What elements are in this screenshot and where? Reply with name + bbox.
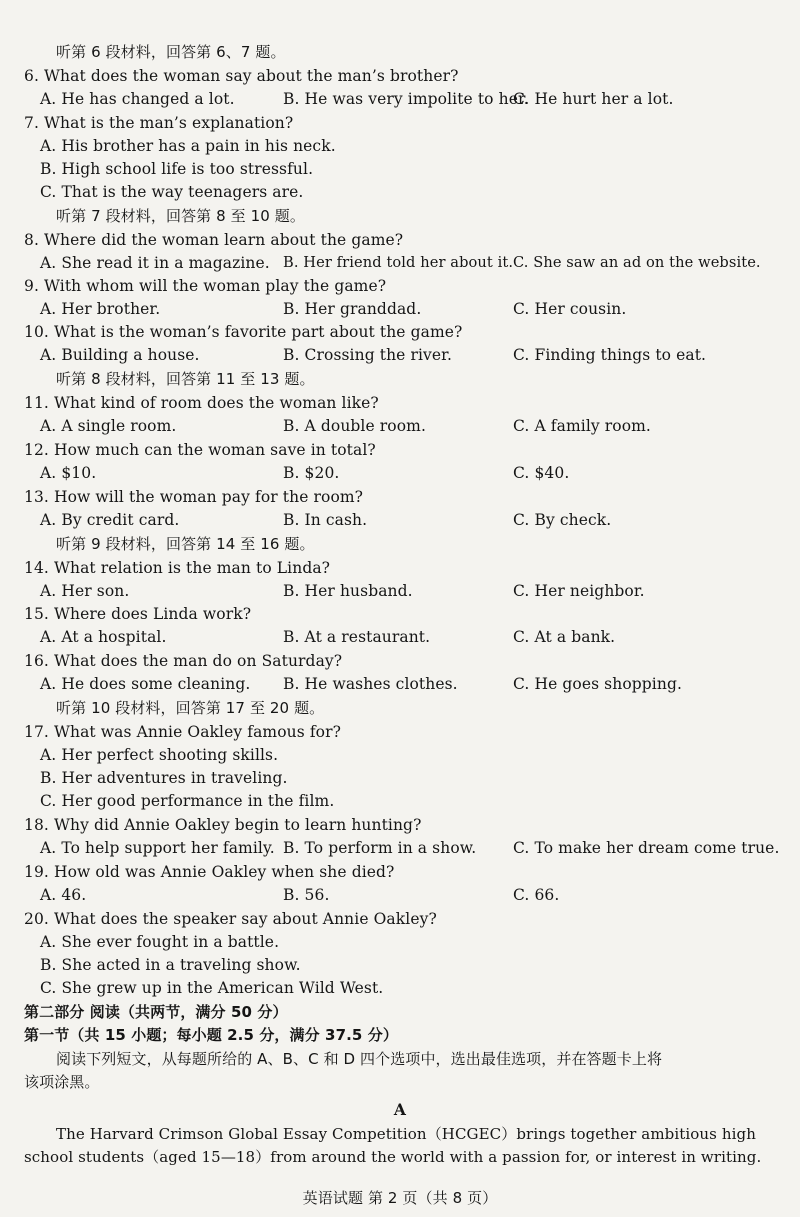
question-11-stem: 11. What kind of room does the woman like?	[24, 394, 379, 412]
option-19c: C. 66.	[513, 886, 560, 904]
page-footer: 英语试题 第 2 页（共 8 页）	[302, 1189, 498, 1207]
question-20-stem: 20. What does the speaker say about Annie Oakley?	[24, 910, 437, 928]
option-8c: C. She saw an ad on the website.	[513, 254, 761, 271]
passage-line-2: school students（aged 15—18）from around the world with a passion for, or interest in writing.	[24, 1148, 762, 1166]
question-13-stem: 13. How will the woman pay for the room?	[24, 488, 364, 506]
option-19a: A. 46.	[40, 886, 87, 904]
section-header-6: 听第 6 段材料，回答第 6、7 题。	[56, 43, 286, 61]
option-17a: A. Her perfect shooting skills.	[40, 746, 279, 764]
option-14b: B. Her husband.	[283, 582, 413, 600]
option-18a: A. To help support her family.	[40, 839, 275, 857]
option-12b: B. $20.	[283, 464, 340, 482]
section-header-8: 听第 8 段材料，回答第 11 至 13 题。	[56, 370, 315, 388]
option-10b: B. Crossing the river.	[283, 346, 452, 364]
option-9c: C. Her cousin.	[513, 300, 627, 318]
option-15c: C. At a bank.	[513, 628, 616, 646]
option-20b: B. She acted in a traveling show.	[40, 956, 301, 974]
question-17-stem: 17. What was Annie Oakley famous for?	[24, 723, 342, 741]
option-6a: A. He has changed a lot.	[40, 90, 235, 108]
option-14c: C. Her neighbor.	[513, 582, 645, 600]
question-8-stem: 8. Where did the woman learn about the game?	[24, 231, 404, 249]
option-6b: B. He was very impolite to her.	[283, 90, 529, 108]
option-7a: A. His brother has a pain in his neck.	[40, 137, 336, 155]
question-10-stem: 10. What is the woman’s favorite part about the game?	[24, 323, 463, 341]
question-14-stem: 14. What relation is the man to Linda?	[24, 559, 331, 577]
question-6-stem: 6. What does the woman say about the man’s brother?	[24, 67, 459, 85]
option-9a: A. Her brother.	[40, 300, 161, 318]
question-7-stem: 7. What is the man’s explanation?	[24, 114, 294, 132]
section-header-9: 听第 9 段材料，回答第 14 至 16 题。	[56, 535, 315, 553]
option-6c: C. He hurt her a lot.	[513, 90, 674, 108]
option-17b: B. Her adventures in traveling.	[40, 769, 288, 787]
part2-title: 第二部分 阅读（共两节，满分 50 分）	[24, 1003, 288, 1021]
question-16-stem: 16. What does the man do on Saturday?	[24, 652, 343, 670]
option-11b: B. A double room.	[283, 417, 426, 435]
option-13b: B. In cash.	[283, 511, 368, 529]
instruction-line-1: 阅读下列短文，从每题所给的 A、B、C 和 D 四个选项中，选出最佳选项，并在答题卡上将	[56, 1050, 663, 1068]
option-19b: B. 56.	[283, 886, 330, 904]
option-20a: A. She ever fought in a battle.	[40, 933, 280, 951]
option-9b: B. Her granddad.	[283, 300, 422, 318]
option-12c: C. $40.	[513, 464, 570, 482]
option-16c: C. He goes shopping.	[513, 675, 682, 693]
option-11c: C. A family room.	[513, 417, 651, 435]
instruction-line-2: 该项涂黑。	[24, 1073, 100, 1091]
question-12-stem: 12. How much can the woman save in total?	[24, 441, 376, 459]
option-18c: C. To make her dream come true.	[513, 839, 780, 857]
question-15-stem: 15. Where does Linda work?	[24, 605, 252, 623]
option-16a: A. He does some cleaning.	[40, 675, 251, 693]
option-7b: B. High school life is too stressful.	[40, 160, 314, 178]
question-19-stem: 19. How old was Annie Oakley when she died?	[24, 863, 395, 881]
option-7c: C. That is the way teenagers are.	[40, 183, 304, 201]
section-header-7: 听第 7 段材料，回答第 8 至 10 题。	[56, 207, 305, 225]
option-16b: B. He washes clothes.	[283, 675, 458, 693]
question-18-stem: 18. Why did Annie Oakley begin to learn hunting?	[24, 816, 422, 834]
option-17c: C. Her good performance in the film.	[40, 792, 335, 810]
option-15a: A. At a hospital.	[40, 628, 167, 646]
part2-section1-title: 第一节（共 15 小题；每小题 2.5 分，满分 37.5 分）	[24, 1026, 398, 1044]
option-14a: A. Her son.	[40, 582, 130, 600]
option-12a: A. $10.	[40, 464, 97, 482]
passage-line-1: The Harvard Crimson Global Essay Competition（HCGEC）brings together ambitious high	[56, 1125, 756, 1143]
passage-label: A	[393, 1100, 407, 1119]
option-18b: B. To perform in a show.	[283, 839, 477, 857]
option-11a: A. A single room.	[40, 417, 177, 435]
option-13c: C. By check.	[513, 511, 612, 529]
option-8a: A. She read it in a magazine.	[40, 254, 270, 272]
option-15b: B. At a restaurant.	[283, 628, 431, 646]
question-9-stem: 9. With whom will the woman play the game?	[24, 277, 387, 295]
section-header-10: 听第 10 段材料，回答第 17 至 20 题。	[56, 699, 325, 717]
option-10c: C. Finding things to eat.	[513, 346, 707, 364]
option-20c: C. She grew up in the American Wild West.	[40, 979, 384, 997]
option-10a: A. Building a house.	[40, 346, 200, 364]
option-8b: B. Her friend told her about it.	[283, 254, 514, 271]
option-13a: A. By credit card.	[40, 511, 180, 529]
